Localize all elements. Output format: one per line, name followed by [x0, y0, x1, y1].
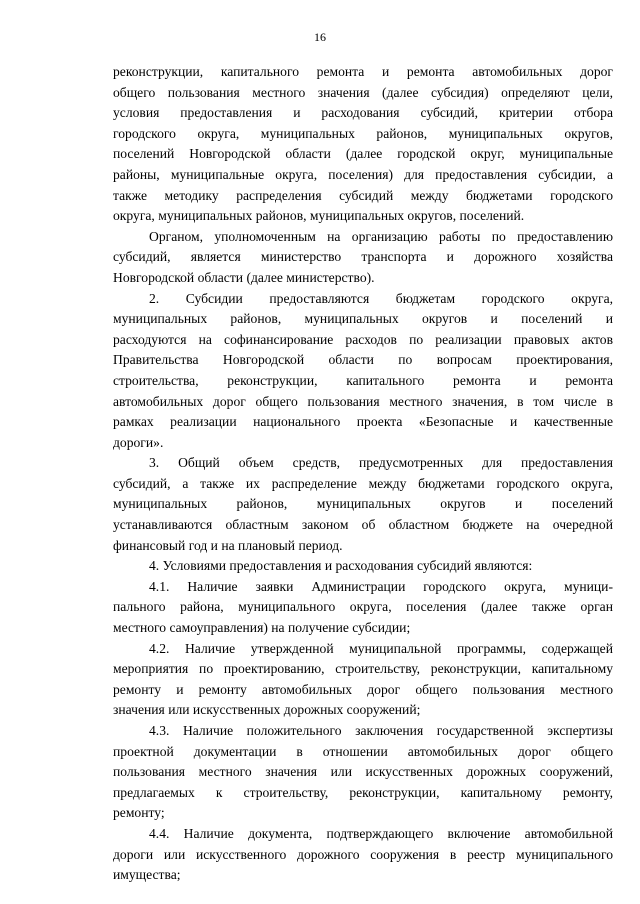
text-line: муниципальных районов, муниципальных округов и поселений и	[113, 311, 613, 327]
text-line: 4.1. Наличие заявки Администрации городского округа, муници-	[149, 578, 613, 594]
text-line: субсидий, а также их распределение между бюджетами городского округа,	[113, 475, 613, 491]
text-line: расходуются на софинансирование расходов по реализации правовых актов	[113, 331, 613, 347]
text-line: также методику распределения субсидий между бюджетами городского	[113, 187, 613, 203]
document-body	[113, 62, 613, 886]
text-line: пального района, муниципального округа, поселения (далее также орган	[113, 599, 613, 615]
text-line: субсидий, является министерство транспорта и дорожного хозяйства	[113, 249, 613, 265]
text-line: ремонту;	[113, 805, 165, 821]
text-line: поселений Новгородской области (далее городской округ, муниципальные	[113, 146, 613, 162]
text-line: 4.3. Наличие положительного заключения государственной экспертизы	[149, 723, 613, 738]
text-line: местного самоуправления) на получение субсидии;	[113, 620, 411, 636]
text-line: дороги».	[113, 434, 164, 450]
text-line: Правительства Новгородской области по вопросам проектирования,	[113, 352, 613, 368]
text-line: устанавливаются областным законом об областном бюджете на очередной	[113, 517, 613, 533]
text-line: муниципальных районов, муниципальных округов и поселений	[113, 496, 613, 512]
text-line: условия предоставления и расходования субсидий, критерии отбора	[113, 105, 613, 121]
text-line: строительства, реконструкции, капитального ремонта и ремонта	[113, 372, 613, 388]
text-line: районы, муниципальные округа, поселения) для предоставления субсидии, а	[113, 166, 613, 182]
text-line: 3. Общий объем средств, предусмотренных для предоставления	[149, 455, 613, 471]
text-line: округа, муниципальных районов, муниципальных округов, поселений.	[113, 208, 525, 224]
text-line: 4. Условиями предоставления и расходования субсидий являются:	[149, 558, 533, 574]
text-line: Органом, уполномоченным на организацию работы по предоставлению	[149, 228, 613, 244]
text-line: мероприятия по проектированию, строительству, реконструкции, капитальному	[113, 661, 613, 677]
text-line: городского округа, муниципальных районов, муниципальных округов,	[113, 125, 613, 141]
text-line: проектной документации в отношении автомобильных дорог общего	[113, 743, 613, 759]
text-line: значения или искусственных дорожных сооружений;	[113, 702, 421, 718]
text-line: ремонту и ремонту автомобильных дорог общего пользования местного	[113, 681, 613, 697]
text-line: предлагаемых к строительству, реконструкции, капитальному ремонту,	[113, 784, 613, 800]
text-line: рамках реализации национального проекта «Безопасные и качественные	[113, 414, 613, 430]
text-line: 4.2. Наличие утвержденной муниципальной программы, содержащей	[149, 640, 613, 656]
text-line: дороги или искусственного дорожного сооружения в реестр муниципального	[113, 846, 613, 862]
text-line: имущества;	[113, 867, 181, 883]
text-line: автомобильных дорог общего пользования местного значения, в том числе в	[113, 393, 613, 409]
text-line: финансовый год и на плановый период.	[113, 537, 343, 553]
text-line: 2. Субсидии предоставляются бюджетам городского округа,	[149, 290, 613, 306]
text-line: Новгородской области (далее министерство).	[113, 269, 375, 285]
page-number: 16	[314, 30, 326, 44]
text-line: пользования местного значения или искусственных дорожных сооружений,	[113, 764, 613, 780]
text-line: реконструкции, капитального ремонта и ремонта автомобильных дорог	[113, 64, 613, 79]
text-line: 4.4. Наличие документа, подтверждающего включение автомобильной	[149, 825, 613, 841]
text-line: общего пользования местного значения (далее субсидия) определяют цели,	[113, 84, 613, 100]
